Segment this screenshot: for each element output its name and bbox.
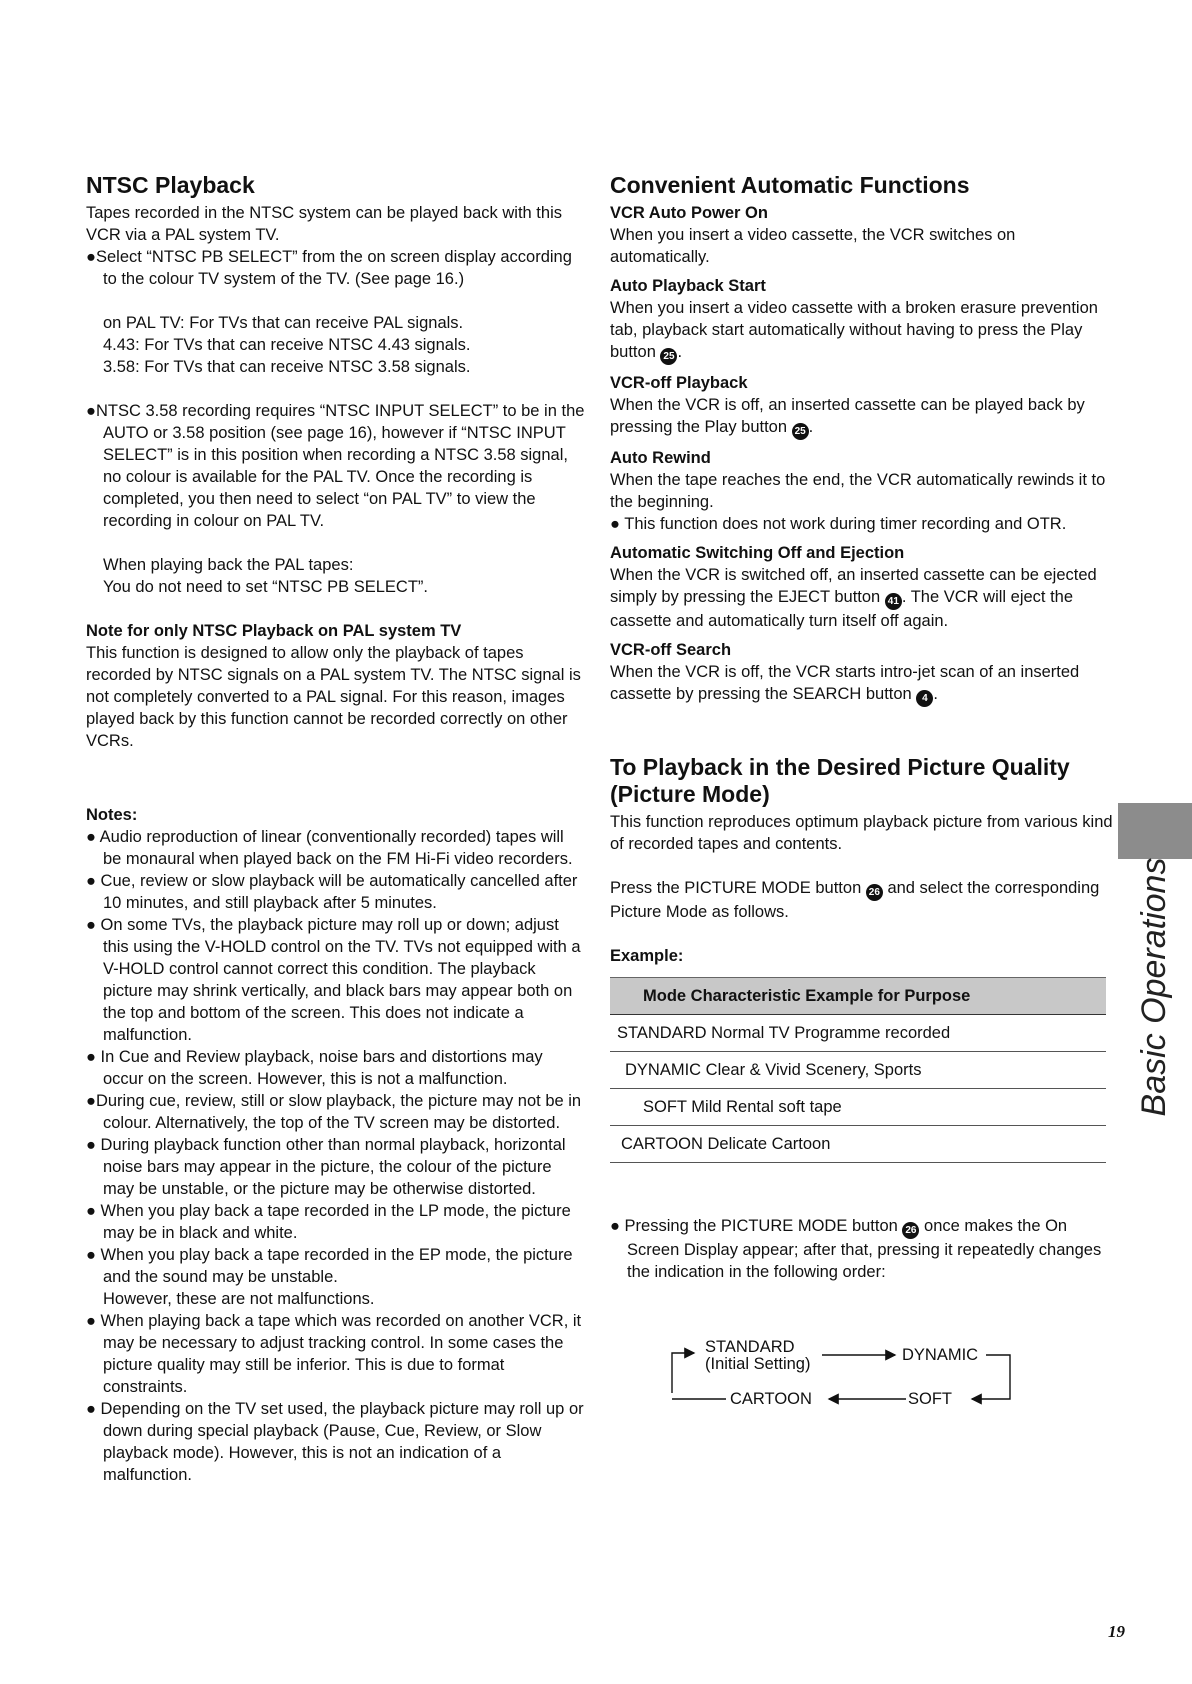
left-column bbox=[86, 172, 586, 1486]
picture-mode-cycle-diagram bbox=[610, 1317, 1116, 1407]
table-row: SOFT Mild Rental soft tape bbox=[610, 1089, 1106, 1126]
note-item: ●During cue, review, still or slow playback, the picture may not be in colour. Alternatively, the top of the TV screen may be distorted. bbox=[86, 1091, 582, 1132]
picture-mode-press-text: Press the PICTURE MODE button 26 and select the corresponding Picture Mode as follows. bbox=[610, 878, 1100, 921]
cycle-soft: SOFT bbox=[908, 1389, 952, 1408]
example-label: Example: bbox=[610, 946, 684, 965]
page-number: 19 bbox=[1108, 1622, 1125, 1641]
table-row: CARTOON Delicate Cartoon bbox=[610, 1126, 1106, 1163]
note-item: ● When you play back a tape recorded in the LP mode, the picture may be in black and white. bbox=[86, 1201, 571, 1242]
pal-tapes-line2: You do not need to set “NTSC PB SELECT”. bbox=[103, 577, 428, 596]
note-ntsc-pal-text: This function is designed to allow only the playback of tapes recorded by NTSC signals on a PAL system TV. The NTSC signal is not completely converted to a PAL signal. For this reason, images played back by this function cannot be recorded correctly on other VCRs. bbox=[86, 643, 581, 750]
note-item: ● When you play back a tape recorded in the EP mode, the picture and the sound may be unstable. bbox=[86, 1245, 573, 1286]
note-item: ● Cue, review or slow playback will be automatically cancelled after 10 minutes, and still playback after 5 minutes. bbox=[86, 871, 578, 912]
section-side-label: Basic Operations bbox=[1135, 857, 1173, 1117]
picture-mode-heading: To Playback in the Desired Picture Quality (Picture Mode) bbox=[610, 753, 1070, 808]
auto-playback-section bbox=[610, 275, 1116, 365]
pal-tapes-line1: When playing back the PAL tapes: bbox=[103, 555, 354, 574]
picture-mode-button-number-icon: 26 bbox=[866, 884, 883, 901]
vcr-off-search-text: When the VCR is off, the VCR starts intro-jet scan of an inserted cassette by pressing the SEARCH button 4 . bbox=[610, 661, 1116, 707]
picture-mode-bullet: ● Pressing the PICTURE MODE button 26 once makes the On Screen Display appear; after that, pressing it repeatedly changes the indication in the following order: bbox=[610, 1216, 1102, 1281]
auto-rewind-bullet: ● This function does not work during timer recording and OTR. bbox=[610, 514, 1067, 533]
auto-off-eject-section bbox=[610, 542, 1116, 632]
cycle-dynamic: DYNAMIC bbox=[902, 1345, 979, 1364]
table-row: STANDARD Normal TV Programme recorded bbox=[610, 1015, 1106, 1052]
picture-mode-table bbox=[610, 977, 1106, 1163]
cycle-cartoon: CARTOON bbox=[730, 1389, 812, 1408]
vcr-off-playback-section bbox=[610, 372, 1116, 440]
search-button-number-icon: 4 bbox=[916, 690, 933, 707]
note-item: ● On some TVs, the playback picture may roll up or down; adjust this using the V-HOLD control on the TV. TVs not equipped with a V-HOLD control cannot correct this condition. The playback picture may shrink vertically, and black bars may appear both on the top and bottom of the screen. This does not indicate a malfunction. bbox=[86, 915, 581, 1044]
ntsc-option-358: 3.58: For TVs that can receive NTSC 3.58 signals. bbox=[103, 357, 471, 376]
auto-playback-text: When you insert a video cassette with a broken erasure prevention tab, playback start automatically without having to press the Play button 25 . bbox=[610, 297, 1116, 365]
auto-power-on-section bbox=[610, 202, 1116, 268]
ntsc-option-pal: on PAL TV: For TVs that can receive PAL signals. bbox=[103, 313, 464, 332]
auto-off-eject-heading: Automatic Switching Off and Ejection bbox=[610, 543, 905, 562]
vcr-off-playback-text: When the VCR is off, an inserted cassette can be played back by pressing the Play button 25 . bbox=[610, 394, 1116, 440]
vcr-off-search-heading: VCR-off Search bbox=[610, 640, 732, 659]
auto-power-on-text: When you insert a video cassette, the VCR switches on automatically. bbox=[610, 225, 1016, 266]
right-column bbox=[610, 172, 1116, 1407]
eject-button-number-icon: 41 bbox=[885, 593, 902, 610]
auto-functions-heading: Convenient Automatic Functions bbox=[610, 172, 970, 198]
cycle-initial-setting: (Initial Setting) bbox=[705, 1354, 811, 1373]
note-item: ● When playing back a tape which was recorded on another VCR, it may be necessary to adjust tracking control. In some cases the picture quality may still be inferior. This is due to format constraints. bbox=[86, 1311, 582, 1396]
note-item: ● Depending on the TV set used, the playback picture may roll up or down during special playback (Pause, Cue, Review, or Slow playback mode). However, this is not an indication of a malfunction. bbox=[86, 1399, 584, 1484]
picture-mode-button-number-icon: 26 bbox=[902, 1222, 919, 1239]
note-item: ● Audio reproduction of linear (conventionally recorded) tapes will be monaural when played back on the FM Hi-Fi video recorders. bbox=[86, 827, 573, 868]
ntsc-option-443: 4.43: For TVs that can receive NTSC 4.43 signals. bbox=[103, 335, 471, 354]
note-item-continuation: However, these are not malfunctions. bbox=[103, 1289, 375, 1308]
ntsc-playback-heading: NTSC Playback bbox=[86, 172, 255, 198]
note-item: ● During playback function other than normal playback, horizontal noise bars may appear in the picture, the colour of the picture may be unstable, or the picture may be otherwise distorted. bbox=[86, 1135, 566, 1198]
notes-heading: Notes: bbox=[86, 805, 138, 824]
auto-power-on-heading: VCR Auto Power On bbox=[610, 203, 768, 222]
picture-mode-intro: This function reproduces optimum playback picture from various kind of recorded tapes and contents. bbox=[610, 812, 1113, 853]
play-button-number-icon: 25 bbox=[660, 348, 677, 365]
auto-rewind-heading: Auto Rewind bbox=[610, 448, 711, 467]
auto-off-eject-text: When the VCR is switched off, an inserted cassette can be ejected simply by pressing the EJECT button 41 . The VCR will eject the cassette and automatically turn itself off again. bbox=[610, 565, 1097, 630]
table-row: DYNAMIC Clear & Vivid Scenery, Sports bbox=[610, 1052, 1106, 1089]
auto-playback-heading: Auto Playback Start bbox=[610, 276, 766, 295]
note-item: ● In Cue and Review playback, noise bars and distortions may occur on the screen. However, this is not a malfunction. bbox=[86, 1047, 543, 1088]
auto-rewind-section bbox=[610, 447, 1116, 535]
ntsc-bullet-recording: ●NTSC 3.58 recording requires “NTSC INPUT SELECT” to be in the AUTO or 3.58 position (see page 16), however if “NTSC INPUT SELECT” is in this position when recording a NTSC 3.58 signal, no colour is available for the PAL TV. Once the recording is completed, you then need to select “on PAL TV” to view the recording in colour on PAL TV. bbox=[86, 401, 585, 530]
note-ntsc-pal-heading: Note for only NTSC Playback on PAL system TV bbox=[86, 621, 462, 640]
ntsc-bullet-select: ●Select “NTSC PB SELECT” from the on screen display according to the colour TV system of the TV. (See page 16.) bbox=[86, 247, 572, 288]
play-button-number-icon: 25 bbox=[792, 423, 809, 440]
cycle-standard: STANDARD bbox=[705, 1337, 795, 1356]
vcr-off-playback-heading: VCR-off Playback bbox=[610, 373, 748, 392]
vcr-off-search-section bbox=[610, 639, 1116, 707]
auto-rewind-text: When the tape reaches the end, the VCR automatically rewinds it to the beginning. bbox=[610, 470, 1106, 511]
ntsc-intro: Tapes recorded in the NTSC system can be played back with this VCR via a PAL system TV. bbox=[86, 203, 562, 244]
table-header: Mode Characteristic Example for Purpose bbox=[610, 978, 1106, 1015]
